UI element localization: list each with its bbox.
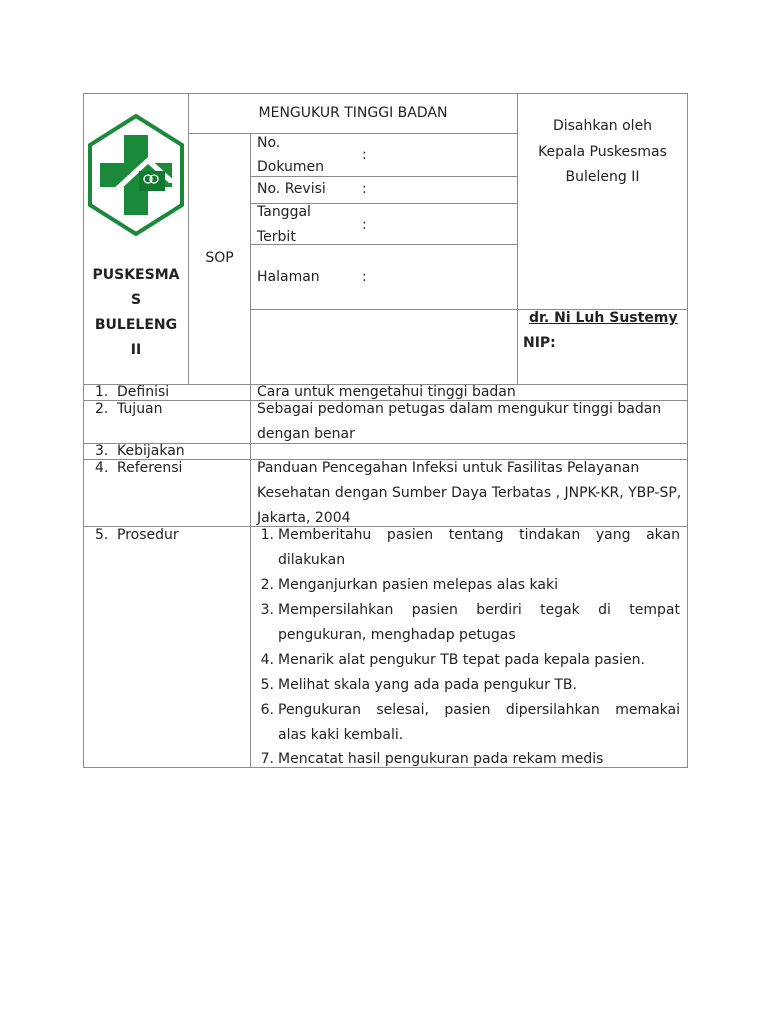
approval-line-1: Disahkan oleh (552, 118, 653, 134)
nip-label: NIP: (523, 335, 556, 351)
tujuan-num: 2. (95, 401, 109, 417)
step-number: 7. (260, 751, 274, 767)
step-line: Memberitahu pasien tentang tindakan yang akan (278, 527, 680, 543)
referensi-line-2: Kesehatan dengan Sumber Daya Terbatas , JNPK-KR, YBP-SP, (257, 485, 682, 501)
referensi-line-1: Panduan Pencegahan Infeksi untuk Fasilitas Pelayanan (257, 460, 640, 476)
tujuan-line-2: dengan benar (257, 426, 355, 442)
definisi-num: 1. (95, 384, 109, 400)
org-name-line-3: BULELENG (94, 317, 178, 333)
step-line: Menarik alat pengukur TB tepat pada kepala pasien. (278, 652, 645, 668)
step-number: 5. (260, 677, 274, 693)
no-dokumen-label-2: Dokumen (257, 159, 325, 175)
approval-line-3: Buleleng II (565, 169, 640, 185)
step-number: 6. (260, 702, 274, 718)
step-number: 1. (260, 527, 274, 543)
org-name-line-4: II (130, 342, 142, 358)
definisi-label: Definisi (117, 384, 170, 400)
step-number: 4. (260, 652, 274, 668)
no-dokumen-colon: : (362, 147, 367, 163)
referensi-line-3: Jakarta, 2004 (257, 510, 351, 526)
approval-line-2: Kepala Puskesmas (538, 144, 667, 160)
halaman-colon: : (362, 269, 367, 285)
step-line: Pengukuran selesai, pasien dipersilahkan memakai (278, 702, 680, 718)
page-title: MENGUKUR TINGGI BADAN (258, 105, 448, 121)
referensi-label: Referensi (117, 460, 183, 476)
kebijakan-label: Kebijakan (117, 443, 185, 459)
step-line: Mencatat hasil pengukuran pada rekam medis (278, 751, 604, 767)
prosedur-num: 5. (95, 527, 109, 543)
no-dokumen-label-1: No. (257, 135, 281, 151)
org-name-line-2: S (130, 292, 142, 308)
no-revisi-colon: : (362, 181, 367, 197)
org-name-line-1: PUSKESMA (92, 267, 180, 283)
prosedur-label: Prosedur (117, 527, 179, 543)
step-line: alas kaki kembali. (278, 727, 404, 743)
tujuan-label: Tujuan (117, 401, 163, 417)
tanggal-terbit-colon: : (362, 217, 367, 233)
tanggal-terbit-label-1: Tanggal (257, 204, 311, 220)
halaman-label: Halaman (257, 269, 320, 285)
step-number: 2. (260, 577, 274, 593)
kebijakan-num: 3. (95, 443, 109, 459)
definisi-text: Cara untuk mengetahui tinggi badan (257, 384, 516, 400)
step-line: pengukuran, menghadap petugas (278, 627, 516, 643)
puskesmas-logo-icon (87, 113, 185, 237)
step-number: 3. (260, 602, 274, 618)
tujuan-line-1: Sebagai pedoman petugas dalam mengukur tinggi badan (257, 401, 662, 417)
step-line: Menganjurkan pasien melepas alas kaki (278, 577, 558, 593)
signatory-name: dr. Ni Luh Sustemy (529, 310, 678, 326)
doc-type-label: SOP (205, 250, 234, 266)
step-line: Melihat skala yang ada pada pengukur TB. (278, 677, 577, 693)
step-line: Mempersilahkan pasien berdiri tegak di tempat (278, 602, 680, 618)
tanggal-terbit-label-2: Terbit (257, 229, 296, 245)
no-revisi-label: No. Revisi (257, 181, 326, 197)
step-line: dilakukan (278, 552, 346, 568)
referensi-num: 4. (95, 460, 109, 476)
